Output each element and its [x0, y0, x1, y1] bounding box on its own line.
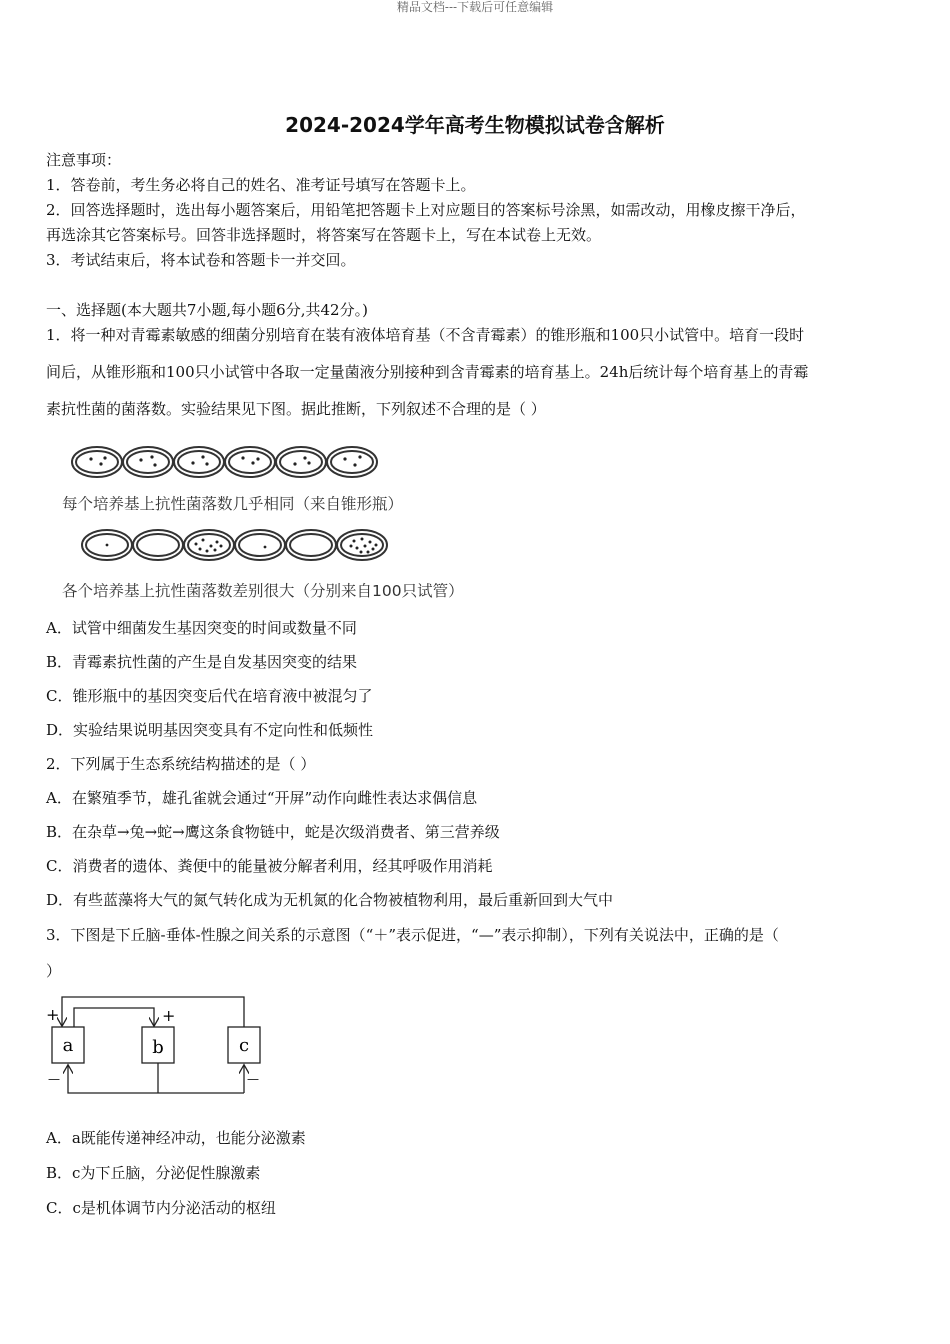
arrow-a-to-b [74, 1008, 154, 1027]
petri-dish [337, 530, 387, 560]
q3-option-a[interactable]: A．a既能传递神经冲动，也能分泌激素 [46, 1129, 306, 1147]
plus-sign-a: + [46, 1005, 60, 1024]
q1-option-a[interactable]: A．试管中细菌发生基因突变的时间或数量不同 [46, 619, 357, 637]
q1-option-d[interactable]: D．实验结果说明基因突变具有不定向性和低频性 [46, 721, 374, 739]
minus-sign-a: — [48, 1072, 60, 1086]
q2-option-d[interactable]: D．有些蓝藻将大气的氮气转化成为无机氮的化合物被植物利用，最后重新回到大气中 [46, 891, 614, 909]
q2-option-a[interactable]: A．在繁殖季节，雄孔雀就会通过“开屏”动作向雌性表达求偶信息 [46, 789, 478, 807]
q2-option-c[interactable]: C．消费者的遗体、粪便中的能量被分解者利用，经其呼吸作用消耗 [46, 857, 493, 875]
note-item: 3．考试结束后，将本试卷和答题卡一并交回。 [46, 251, 356, 269]
petri-dish [286, 530, 336, 560]
petri-dish [174, 447, 224, 477]
petri-dish [72, 447, 122, 477]
petri-dish [184, 530, 234, 560]
box-a-label: a [62, 1035, 74, 1056]
q1-stem-line: 素抗性菌的菌落数。实验结果见下图。据此推断，下列叙述不合理的是（ ） [46, 400, 546, 418]
q1-stem-line: 间后，从锥形瓶和100只小试管中各取一定量菌液分别接种到含青霉素的培育基上。24h后统计每个培育基上的青霉 [46, 363, 809, 381]
q3-option-c[interactable]: C．c是机体调节内分泌活动的枢纽 [46, 1199, 276, 1217]
petri-dish [235, 530, 285, 560]
q2-option-b[interactable]: B．在杂草→兔→蛇→鹰这条食物链中，蛇是次级消费者、第三营养级 [46, 823, 500, 841]
arrow-c-to-a-top [62, 997, 244, 1027]
page-header: 精品文档---下载后可任意编辑 [396, 0, 554, 14]
figure-caption-bottom: 各个培养基上抗性菌落数差别很大（分别来自100只试管） [62, 582, 464, 600]
q1-stem-line: 1．将一种对青霉素敏感的细菌分别培育在装有液体培育基（不含青霉素）的锥形瓶和100只小试管中。培育一段时 [46, 326, 805, 344]
q3-option-b[interactable]: B．c为下丘脑，分泌促性腺激素 [46, 1164, 261, 1182]
q3-stem-line: ） [46, 962, 62, 980]
hormone-regulation-diagram [40, 990, 280, 1100]
q1-option-b[interactable]: B．青霉素抗性菌的产生是自发基因突变的结果 [46, 653, 358, 671]
note-item: 再选涂其它答案标号。回答非选择题时，将答案写在答题卡上，写在本试卷上无效。 [46, 226, 602, 244]
box-c-label: c [238, 1035, 250, 1056]
notes-heading: 注意事项： [46, 151, 122, 169]
petri-dish [133, 530, 183, 560]
q2-stem: 2．下列属于生态系统结构描述的是（ ） [46, 755, 316, 773]
note-item: 1．答卷前，考生务必将自己的姓名、准考证号填写在答题卡上。 [46, 176, 476, 194]
petri-dish [327, 447, 377, 477]
q1-option-c[interactable]: C．锥形瓶中的基因突变后代在培育液中被混匀了 [46, 687, 373, 705]
petri-dish-row-top [72, 447, 377, 477]
minus-sign-c: — [247, 1072, 259, 1086]
page-title: 2024-2024学年高考生物模拟试卷含解析 [285, 113, 665, 137]
petri-dish [225, 447, 275, 477]
figure-caption-top: 每个培养基上抗性菌落数几乎相同（来自锥形瓶） [62, 495, 404, 513]
box-b-label: b [152, 1037, 164, 1058]
note-item: 2．回答选择题时，选出每小题答案后，用铅笔把答题卡上对应题目的答案标号涂黑，如需改动，用橡皮擦干净后， [46, 201, 806, 219]
petri-dish-row-bottom [82, 530, 387, 560]
section-heading: 一、选择题(本大题共7小题,每小题6分,共42分。) [46, 301, 368, 319]
q3-stem-line: 3．下图是下丘脑-垂体-性腺之间关系的示意图（“＋”表示促进，“—”表示抑制），下列有关说法中，正确的是（ [46, 926, 779, 944]
petri-dish [123, 447, 173, 477]
plus-sign-b: + [162, 1006, 176, 1025]
feedback-bottom [68, 1066, 244, 1093]
petri-dish [276, 447, 326, 477]
